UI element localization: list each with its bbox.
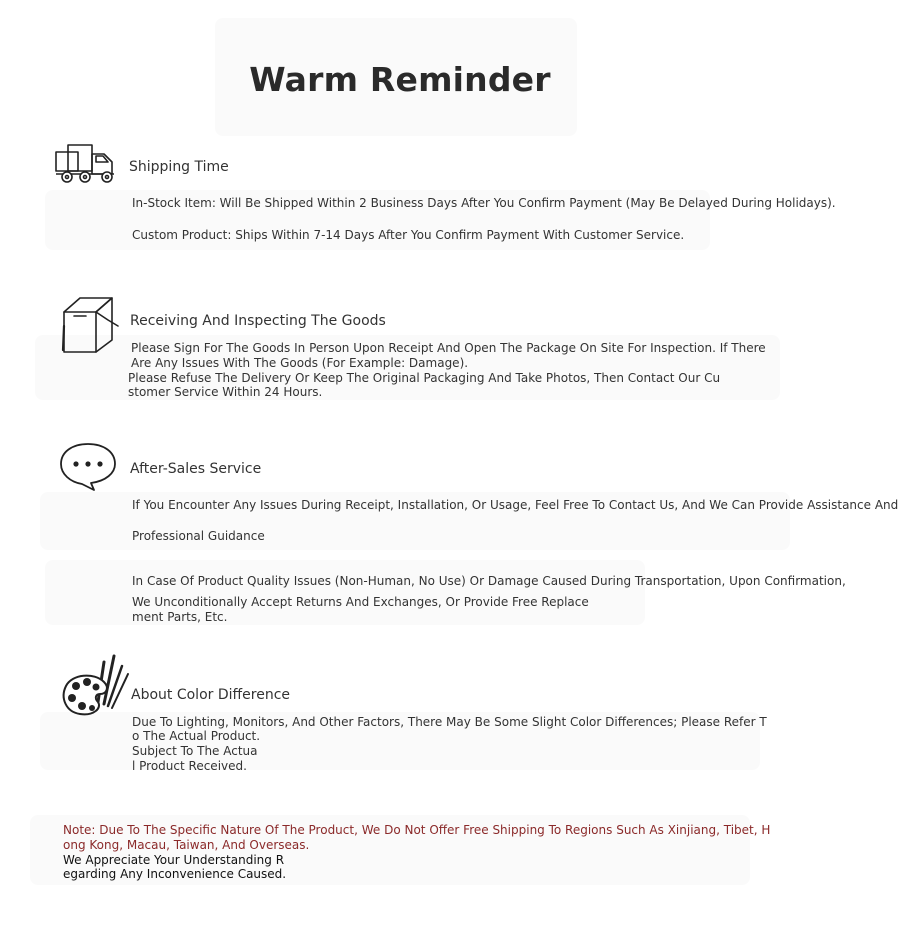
- paragraph-line: Subject To The Actua: [132, 744, 258, 758]
- paragraph-line: l Product Received.: [132, 759, 247, 773]
- closing-line: egarding Any Inconvenience Caused.: [63, 867, 287, 881]
- paragraph-line: Are Any Issues With The Goods (For Example: Damage).: [131, 356, 469, 370]
- box-icon: [60, 296, 122, 364]
- closing-line: We Appreciate Your Understanding R: [63, 853, 285, 867]
- paragraph-line: We Unconditionally Accept Returns And Exchanges, Or Provide Free Replace: [132, 595, 589, 609]
- section-heading: After-Sales Service: [130, 461, 262, 477]
- page-title: Warm Reminder: [249, 60, 551, 99]
- note-line: ong Kong, Macau, Taiwan, And Overseas.: [63, 838, 310, 852]
- paragraph-line: Please Sign For The Goods In Person Upon Receipt And Open The Package On Site For Inspection. If There: [131, 341, 766, 355]
- paragraph-line: Professional Guidance: [132, 529, 265, 543]
- section-heading: Receiving And Inspecting The Goods: [130, 313, 386, 329]
- section-heading: About Color Difference: [131, 687, 291, 703]
- paragraph-line: Please Refuse The Delivery Or Keep The Original Packaging And Take Photos, Then Contact Our Cu: [128, 371, 721, 385]
- paragraph-line: ment Parts, Etc.: [132, 610, 228, 624]
- paragraph-line: Custom Product: Ships Within 7-14 Days After You Confirm Payment With Customer Service.: [132, 228, 685, 242]
- section-heading: Shipping Time: [129, 159, 229, 175]
- paint-palette-icon: [58, 652, 130, 718]
- paragraph-line: o The Actual Product.: [132, 729, 261, 743]
- paragraph-line: If You Encounter Any Issues During Receipt, Installation, Or Usage, Feel Free To Contact Us, And We Can Provide Assistance And: [132, 498, 898, 512]
- paragraph-line: Due To Lighting, Monitors, And Other Factors, There May Be Some Slight Color Differences; Please Refer T: [132, 715, 767, 729]
- paragraph-line: In-Stock Item: Will Be Shipped Within 2 Business Days After You Confirm Payment (May Be Delayed During Holidays).: [132, 196, 836, 210]
- chat-bubble-icon: [58, 440, 118, 492]
- paragraph-line: stomer Service Within 24 Hours.: [128, 385, 323, 399]
- delivery-truck-icon: [54, 142, 124, 186]
- paragraph-line: In Case Of Product Quality Issues (Non-Human, No Use) Or Damage Caused During Transportation, Upon Confirmation,: [132, 574, 846, 588]
- note-line: Note: Due To The Specific Nature Of The Product, We Do Not Offer Free Shipping To Regions Such As Xinjiang, Tibet, H: [63, 823, 771, 837]
